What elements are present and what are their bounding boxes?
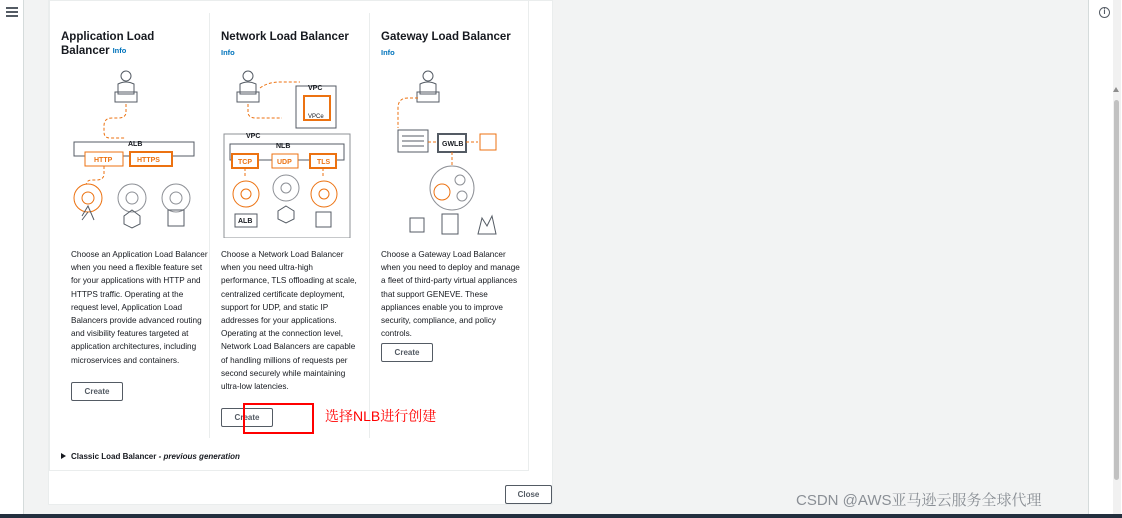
highlight-box <box>243 403 314 434</box>
alb-label: ALB <box>128 141 143 148</box>
https-label: HTTPS <box>137 157 160 164</box>
classic-suffix: - previous generation <box>156 452 240 461</box>
left-navigation-rail <box>0 0 24 518</box>
user-icon <box>237 71 259 102</box>
document-icon <box>442 214 458 234</box>
network-load-balancer-card <box>210 13 370 438</box>
annotation-text: 选择NLB进行创建 <box>325 408 437 424</box>
user-icon <box>115 71 137 102</box>
card-title <box>61 31 171 58</box>
http-label: HTTP <box>94 157 113 164</box>
info-link[interactable]: Info <box>112 46 127 55</box>
create-nlb-button[interactable]: Create <box>221 408 273 427</box>
classic-load-balancer-expander[interactable] <box>61 452 240 461</box>
vpc-label-2: VPC <box>246 133 261 140</box>
watermark: CSDN @AWS亚马逊云服务全球代理 <box>796 492 1042 509</box>
info-circle-icon[interactable]: i <box>1099 7 1110 18</box>
tcp-label: TCP <box>238 159 252 166</box>
gwlb-label: GWLB <box>442 141 464 148</box>
udp-label: UDP <box>277 159 292 166</box>
hamburger-icon[interactable] <box>6 7 18 17</box>
classic-label: Classic Load Balancer <box>71 452 157 461</box>
card-title-text: Network Load Balancer <box>221 31 349 43</box>
info-link[interactable]: Info <box>221 48 235 57</box>
gateway-load-balancer-card <box>370 13 530 438</box>
card-description: Choose an Application Load Balancer when you need a flexible feature set for your applications with HTTP and HTTPS traffic. Operating at the request level, Application Load Balancers provide advanced routing and visibility features targeted at application architectures, including microservices and containers. <box>71 250 208 365</box>
card-title-text: Application Load Balancer <box>61 31 155 57</box>
main-area <box>24 0 1088 518</box>
card-title <box>221 31 369 59</box>
nlb-illustration <box>220 68 370 238</box>
right-utility-rail <box>1088 0 1122 518</box>
card-description: Choose a Gateway Load Balancer when you need to deploy and manage a fleet of third-party virtual appliances that support GENEVE. These appliances enable you to improve security, compliance, and policy controls. <box>381 250 520 339</box>
card-title-text: Gateway Load Balancer <box>381 31 511 43</box>
load-balancer-types-panel <box>49 1 529 471</box>
vpc-label: VPC <box>308 85 323 92</box>
bottom-bar <box>0 514 1122 518</box>
load-balancer-type-modal <box>48 0 553 505</box>
target-group-icons <box>74 184 190 228</box>
alb-illustration <box>60 68 210 238</box>
container-icon <box>278 206 294 223</box>
user-icon <box>417 71 439 102</box>
card-title <box>381 31 530 59</box>
vpce-label: VPCe <box>308 114 324 120</box>
firewall-icon <box>478 216 496 234</box>
nlb-label: NLB <box>276 143 291 150</box>
scroll-thumb[interactable] <box>1114 100 1119 480</box>
chip-icon <box>316 212 331 227</box>
create-alb-button[interactable]: Create <box>71 382 123 401</box>
card-description: Choose a Network Load Balancer when you need ultra-high performance, TLS offloading at scale, centralized certificate deployment, support for UDP, and static IP addresses for your applications. Operating at the connection level, Network Load Balancers are capable of handling millions of requests per second securely while maintaining ultra-low latencies. <box>221 250 357 392</box>
close-button[interactable]: Close <box>505 485 552 504</box>
tls-label: TLS <box>317 159 331 166</box>
caret-right-icon <box>61 453 66 459</box>
scroll-up-icon[interactable] <box>1113 87 1119 92</box>
application-load-balancer-card <box>60 13 210 438</box>
scrollbar[interactable] <box>1113 0 1121 518</box>
create-gwlb-button[interactable]: Create <box>381 343 433 362</box>
alb-target-label: ALB <box>238 218 253 225</box>
lock-icon <box>410 218 424 232</box>
info-link[interactable]: Info <box>381 48 395 57</box>
container-icon <box>124 210 140 228</box>
gwlb-illustration <box>380 68 530 238</box>
chip-icon <box>480 134 496 150</box>
